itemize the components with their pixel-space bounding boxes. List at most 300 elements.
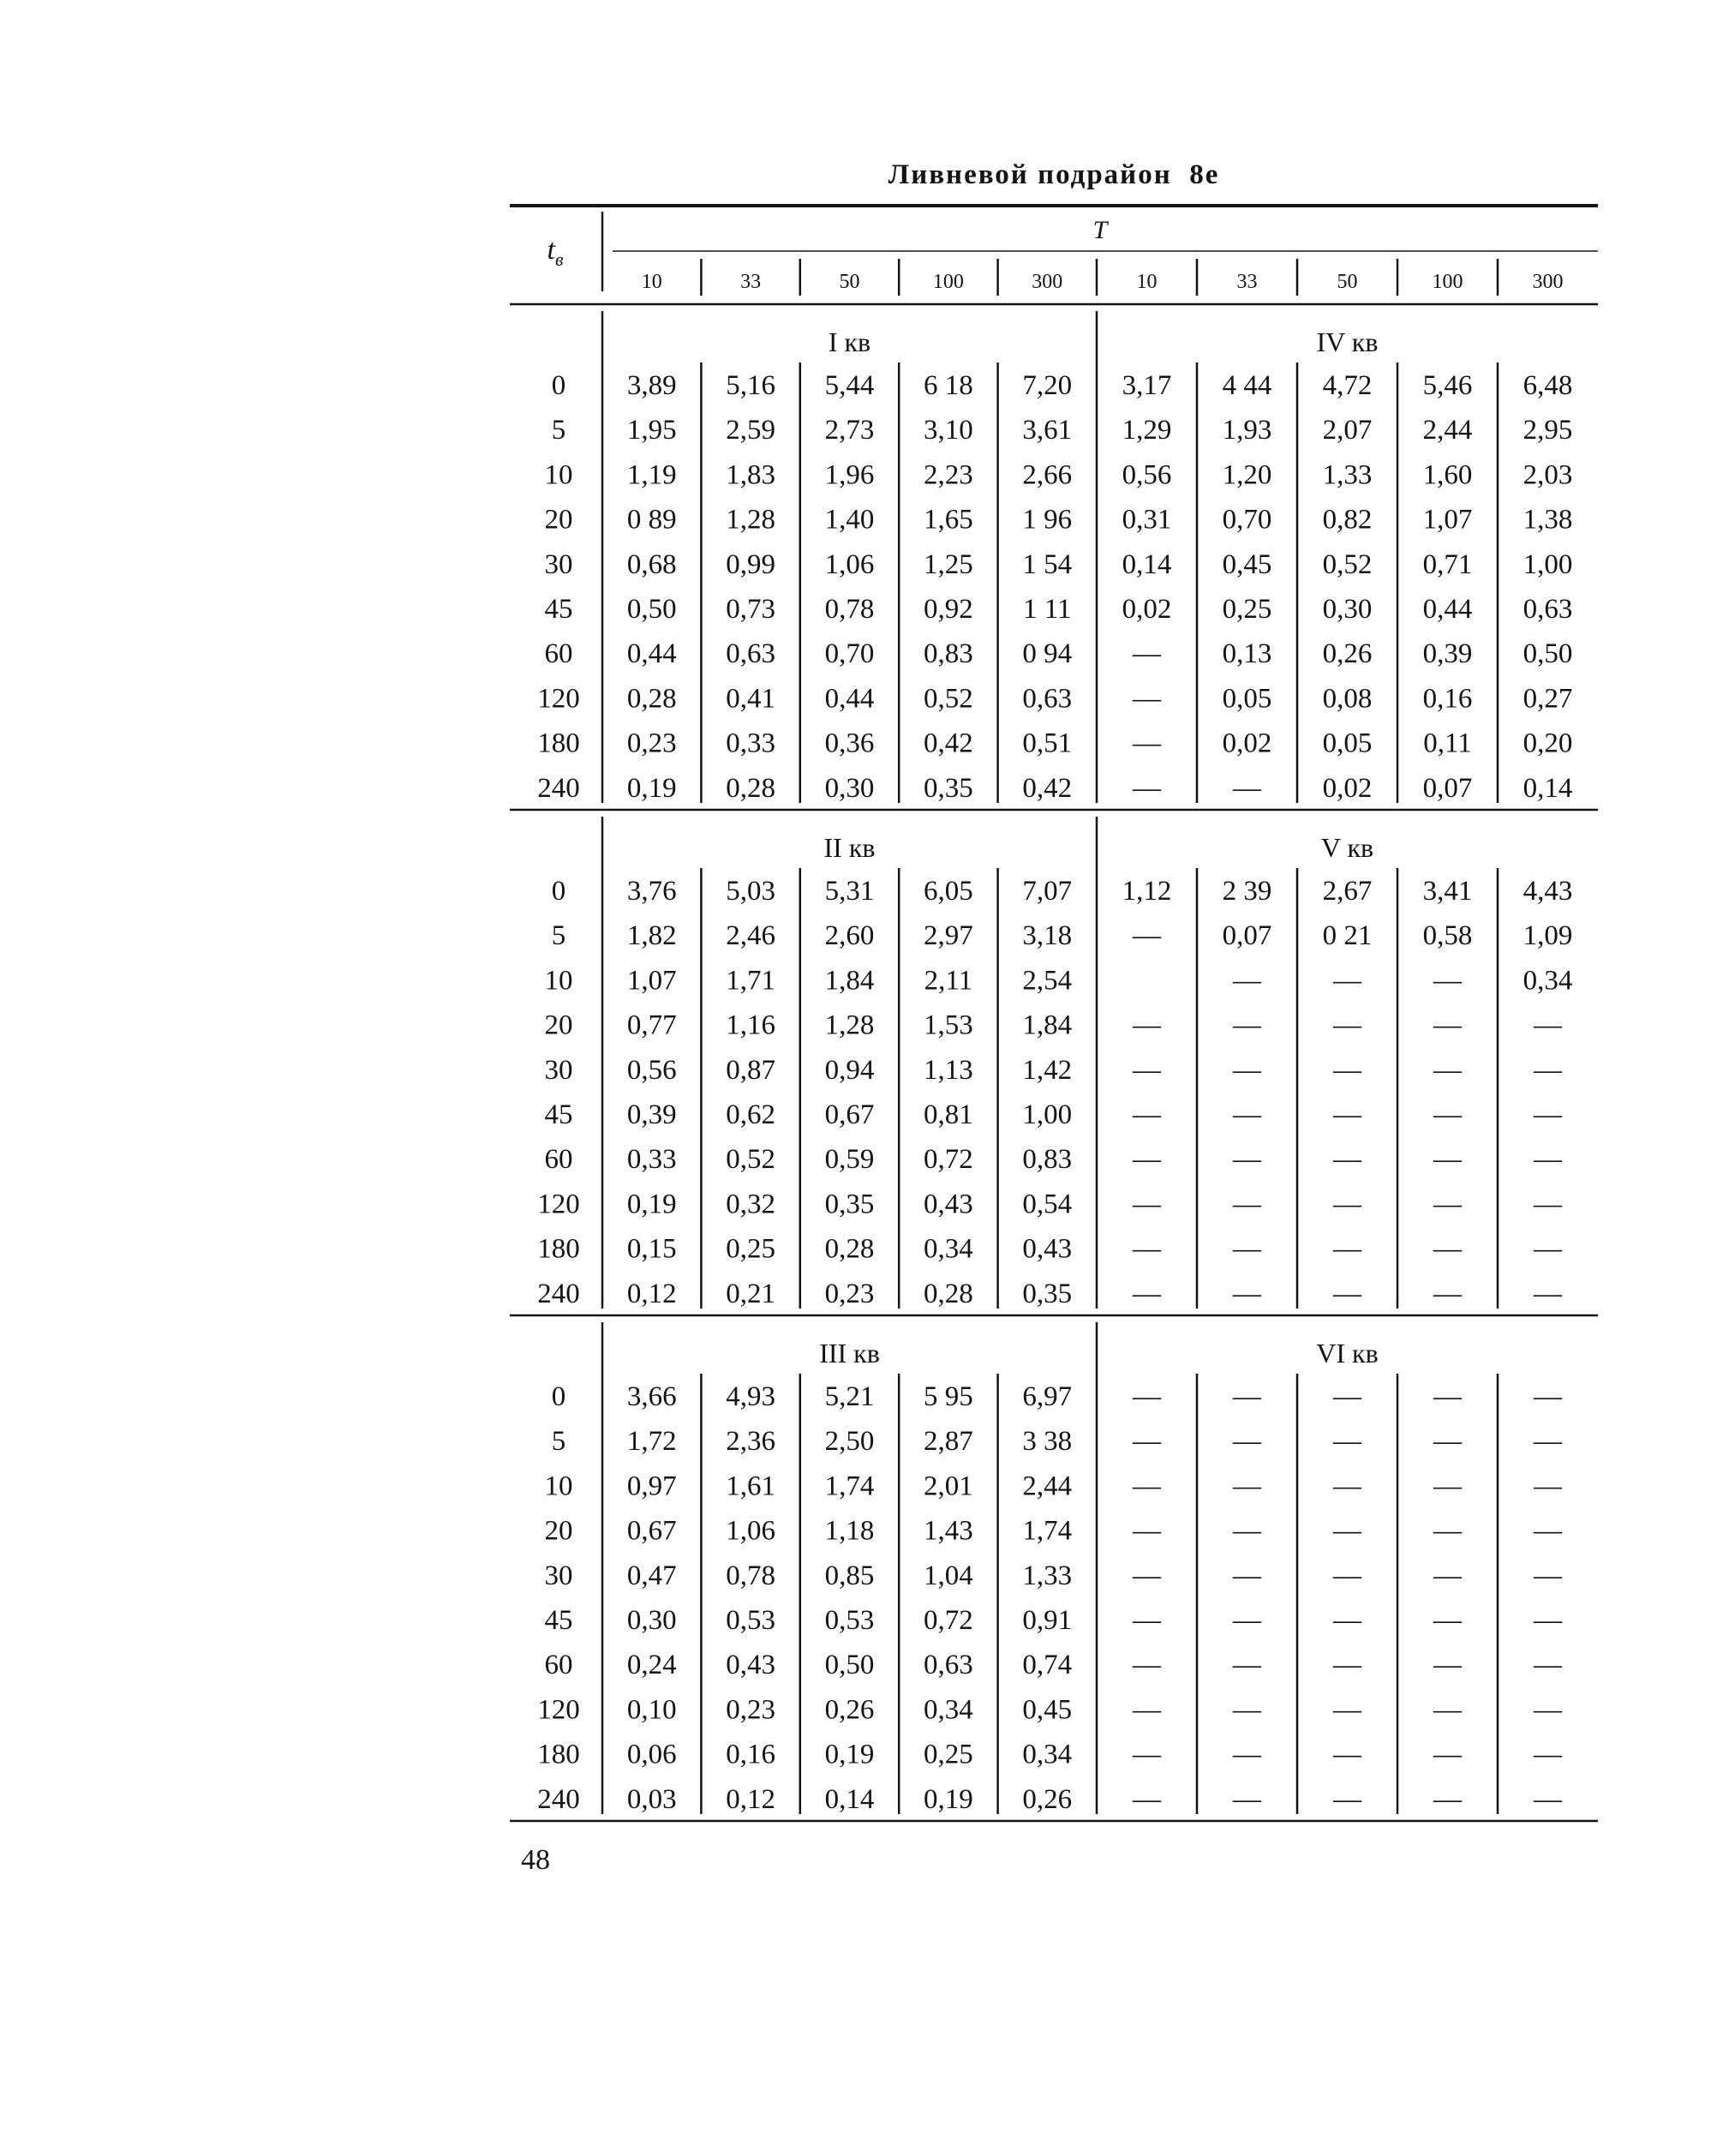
- table-cell: 2,73: [824, 415, 875, 446]
- table-cell: 0,50: [626, 594, 677, 625]
- row-tv-value: 60: [544, 638, 573, 670]
- section-label-right: VI кв: [1316, 1338, 1379, 1368]
- table-cell: 0,74: [1022, 1650, 1073, 1681]
- table-cell: —: [1133, 728, 1161, 759]
- table-cell: 0,63: [924, 1650, 973, 1681]
- table-cell: —: [1133, 1233, 1161, 1265]
- table-cell: —: [1433, 1783, 1462, 1815]
- table-cell: 0,27: [1523, 683, 1573, 715]
- table-cell: —: [1233, 1278, 1261, 1309]
- table-cell: 2,23: [924, 459, 973, 491]
- table-cell: 0,56: [626, 1054, 677, 1086]
- table-cell: 5,03: [726, 876, 775, 907]
- table-cell: 0,34: [1523, 965, 1573, 997]
- table-cell: 2,95: [1523, 415, 1573, 446]
- table-cell: 1 54: [1022, 548, 1073, 580]
- table-cell: —: [1333, 1381, 1361, 1412]
- row-tv-value: 180: [537, 728, 580, 759]
- table-cell: 2,11: [924, 965, 973, 997]
- table-cell: 1,71: [726, 965, 775, 997]
- table-cell: 0,47: [626, 1560, 677, 1591]
- table-cell: 0,78: [726, 1560, 775, 1591]
- table-cell: 0,23: [824, 1278, 875, 1309]
- table-cell: 0,30: [626, 1605, 677, 1636]
- table-cell: —: [1333, 1278, 1361, 1309]
- table-cell: 1,84: [1022, 1009, 1073, 1041]
- table-cell: 5,16: [726, 370, 775, 401]
- col-header-T-9: 300: [1532, 271, 1564, 293]
- table-cell: 0,12: [726, 1783, 775, 1815]
- table-cell: 0,08: [1322, 683, 1373, 715]
- table-cell: 1,04: [924, 1560, 973, 1591]
- col-header-T-1: 33: [740, 271, 762, 293]
- table-cell: —: [1133, 1189, 1161, 1220]
- table-cell: 0,45: [1222, 548, 1272, 580]
- table-cell: —: [1534, 1783, 1562, 1815]
- table-cell: 0,42: [1022, 772, 1073, 804]
- table-cell: —: [1233, 1560, 1261, 1591]
- table-cell: 2,67: [1322, 876, 1373, 907]
- table-cell: —: [1333, 1739, 1361, 1770]
- table-cell: 0,26: [1022, 1783, 1073, 1815]
- table-cell: 1,38: [1523, 504, 1573, 536]
- table-cell: —: [1233, 1783, 1261, 1815]
- table-cell: 0,52: [1322, 548, 1373, 580]
- row-tv-value: 30: [544, 1054, 573, 1086]
- table-cell: 0,44: [824, 683, 875, 715]
- table-cell: —: [1333, 1144, 1361, 1176]
- table-cell: 0,44: [626, 638, 677, 670]
- table-cell: —: [1133, 1278, 1161, 1309]
- table-cell: 1,12: [1122, 876, 1172, 907]
- table-cell: 0,28: [924, 1278, 973, 1309]
- table-cell: 0,77: [626, 1009, 677, 1041]
- table-cell: 2,87: [924, 1426, 973, 1458]
- table-cell: —: [1133, 1783, 1161, 1815]
- table-cell: 0,28: [626, 683, 677, 715]
- table-cell: —: [1534, 1381, 1562, 1412]
- table-cell: 1,84: [824, 965, 875, 997]
- table-cell: 1,19: [626, 459, 677, 491]
- table-cell: —: [1433, 1099, 1462, 1130]
- section-label-left: I кв: [828, 326, 871, 357]
- table-cell: —: [1133, 1426, 1161, 1458]
- table-cell: 0,33: [726, 728, 775, 759]
- table-cell: —: [1433, 1278, 1462, 1309]
- col-header-T-4: 300: [1032, 271, 1063, 293]
- table-cell: 0,24: [626, 1650, 677, 1681]
- table-cell: 0,67: [824, 1099, 875, 1130]
- table-cell: 0,35: [1022, 1278, 1073, 1309]
- table-cell: 0,23: [626, 728, 677, 759]
- table-cell: —: [1133, 772, 1161, 804]
- table-cell: 0,05: [1322, 728, 1373, 759]
- table-cell: 0,25: [1222, 594, 1272, 625]
- table-cell: 0,43: [924, 1189, 973, 1220]
- col-group-header: T: [1092, 216, 1108, 244]
- table-cell: —: [1333, 1009, 1361, 1041]
- table-cell: —: [1233, 1426, 1261, 1458]
- table-cell: 0,72: [924, 1605, 973, 1636]
- col-header-T-7: 50: [1337, 271, 1358, 293]
- table-cell: —: [1433, 1515, 1462, 1547]
- table-cell: 4,93: [726, 1381, 775, 1412]
- table-cell: 1,83: [726, 459, 775, 491]
- table-cell: —: [1534, 1233, 1562, 1265]
- table-cell: —: [1233, 1605, 1261, 1636]
- table-cell: —: [1534, 1426, 1562, 1458]
- table-cell: 6,48: [1523, 370, 1573, 401]
- table-cell: —: [1333, 965, 1361, 997]
- table-cell: —: [1233, 1739, 1261, 1770]
- table-cell: 0,19: [626, 772, 677, 804]
- table-cell: 0,87: [726, 1054, 775, 1086]
- table-cell: —: [1233, 1650, 1261, 1681]
- table-cell: —: [1233, 1009, 1261, 1041]
- table-cell: 0,85: [824, 1560, 875, 1591]
- table-cell: 1,00: [1022, 1099, 1073, 1130]
- row-tv-value: 30: [544, 548, 573, 580]
- table-cell: 2,36: [726, 1426, 775, 1458]
- row-tv-value: 0: [551, 876, 566, 907]
- table-cell: 0,03: [626, 1783, 677, 1815]
- row-tv-value: 10: [544, 1470, 573, 1502]
- table-cell: 0,34: [1022, 1739, 1073, 1770]
- table-cell: 0,35: [924, 772, 973, 804]
- table-cell: —: [1433, 1560, 1462, 1591]
- table-cell: 2,59: [726, 415, 775, 446]
- table-cell: 0,51: [1022, 728, 1073, 759]
- table-cell: —: [1433, 1189, 1462, 1220]
- table-cell: 1,28: [824, 1009, 875, 1041]
- table-cell: 0,10: [626, 1694, 677, 1726]
- table-cell: —: [1534, 1189, 1562, 1220]
- table-cell: 1,07: [626, 965, 677, 997]
- table-cell: 0,70: [824, 638, 875, 670]
- table-cell: —: [1433, 1739, 1462, 1770]
- table-cell: 0,19: [924, 1783, 973, 1815]
- table-cell: —: [1433, 1381, 1462, 1412]
- table-cell: 1,13: [924, 1054, 973, 1086]
- table-cell: 6 18: [924, 370, 973, 401]
- table-cell: 0,02: [1222, 728, 1272, 759]
- table-cell: —: [1534, 1694, 1562, 1726]
- table-cell: 0,02: [1122, 594, 1172, 625]
- col-header-T-0: 10: [641, 271, 662, 293]
- table-cell: —: [1534, 1515, 1562, 1547]
- table-cell: 0,11: [1423, 728, 1472, 759]
- table-cell: —: [1433, 1054, 1462, 1086]
- table-cell: 2,44: [1022, 1470, 1073, 1502]
- table-cell: 0,83: [1022, 1144, 1073, 1176]
- table-cell: 0,99: [726, 548, 775, 580]
- row-tv-value: 240: [537, 1783, 580, 1815]
- table-cell: 2,46: [726, 920, 775, 952]
- table-cell: 0,50: [1523, 638, 1573, 670]
- table-cell: 0,94: [824, 1054, 875, 1086]
- table-cell: 1,60: [1422, 459, 1473, 491]
- table-cell: 0,16: [1422, 683, 1473, 715]
- table-cell: —: [1433, 1233, 1462, 1265]
- col-header-T-2: 50: [839, 271, 860, 293]
- table-cell: —: [1233, 1054, 1261, 1086]
- table-cell: 3 38: [1022, 1426, 1073, 1458]
- table-cell: 5,44: [824, 370, 875, 401]
- table-cell: 0,81: [924, 1099, 973, 1130]
- table-cell: 0,28: [824, 1233, 875, 1265]
- table-cell: —: [1333, 1694, 1361, 1726]
- table-cell: 5 95: [924, 1381, 973, 1412]
- table-cell: —: [1333, 1099, 1361, 1130]
- table-cell: 0,73: [726, 594, 775, 625]
- table-cell: —: [1333, 1054, 1361, 1086]
- table-cell: —: [1433, 965, 1462, 997]
- table-cell: —: [1433, 1694, 1462, 1726]
- row-tv-value: 120: [537, 683, 580, 715]
- table-cell: —: [1534, 1605, 1562, 1636]
- table-cell: 0,71: [1422, 548, 1473, 580]
- table-cell: 0,13: [1222, 638, 1272, 670]
- table-cell: 1,65: [924, 504, 973, 536]
- table-cell: 1,28: [726, 504, 775, 536]
- row-tv-value: 5: [551, 415, 566, 446]
- table-cell: 2,44: [1422, 415, 1473, 446]
- table-title: Ливневой подрайон 8е: [888, 159, 1220, 190]
- table-cell: 0,26: [1322, 638, 1373, 670]
- table-cell: 4,72: [1322, 370, 1373, 401]
- table-cell: —: [1534, 1650, 1562, 1681]
- table-cell: 0,91: [1022, 1605, 1073, 1636]
- row-tv-value: 20: [544, 504, 573, 536]
- row-header-subscript: в: [554, 249, 564, 270]
- table-cell: —: [1534, 1278, 1562, 1309]
- table-cell: —: [1433, 1009, 1462, 1041]
- table-cell: 6,97: [1022, 1381, 1073, 1412]
- table-cell: 1,95: [626, 415, 677, 446]
- table-cell: 0,33: [626, 1144, 677, 1176]
- table-cell: 0,83: [924, 638, 973, 670]
- table-cell: 5,31: [824, 876, 875, 907]
- table-cell: 0,63: [1022, 683, 1073, 715]
- row-tv-value: 60: [544, 1650, 573, 1681]
- table-cell: —: [1133, 1650, 1161, 1681]
- table-cell: 3,10: [924, 415, 973, 446]
- table-cell: 0,16: [726, 1739, 775, 1770]
- table-cell: —: [1433, 1426, 1462, 1458]
- table-cell: 0,12: [626, 1278, 677, 1309]
- table-cell: —: [1534, 1099, 1562, 1130]
- table-cell: —: [1233, 1470, 1261, 1502]
- row-tv-value: 240: [537, 1278, 580, 1309]
- table-cell: 0,41: [726, 683, 775, 715]
- table-cell: —: [1133, 1515, 1161, 1547]
- table-cell: 2,60: [824, 920, 875, 952]
- table-cell: 2 39: [1222, 876, 1272, 907]
- table-cell: 0,44: [1422, 594, 1473, 625]
- row-tv-value: 20: [544, 1009, 573, 1041]
- row-header-t: t: [547, 234, 555, 266]
- row-tv-value: 180: [537, 1739, 580, 1770]
- table-cell: —: [1133, 1381, 1161, 1412]
- table-cell: 0,63: [1523, 594, 1573, 625]
- table-cell: —: [1333, 1605, 1361, 1636]
- row-tv-value: 45: [544, 594, 573, 625]
- table-cell: 1,07: [1422, 504, 1473, 536]
- table-cell: —: [1333, 1426, 1361, 1458]
- table-cell: 1,06: [824, 548, 875, 580]
- col-header-T-3: 100: [932, 271, 964, 293]
- table-cell: —: [1133, 1605, 1161, 1636]
- row-tv-value: 45: [544, 1605, 573, 1636]
- table-cell: 0,62: [726, 1099, 775, 1130]
- col-header-T-5: 10: [1136, 271, 1158, 293]
- table-cell: —: [1233, 965, 1261, 997]
- table-cell: 0,06: [626, 1739, 677, 1770]
- table-cell: 1 11: [1023, 594, 1072, 625]
- table-cell: 4,43: [1523, 876, 1573, 907]
- table-cell: 0,72: [924, 1144, 973, 1176]
- table-cell: 2,03: [1523, 459, 1573, 491]
- table-cell: 0,42: [924, 728, 973, 759]
- row-tv-value: 10: [544, 459, 573, 491]
- table-cell: 1,20: [1222, 459, 1272, 491]
- table-cell: 6,05: [924, 876, 973, 907]
- table-cell: 1,93: [1222, 415, 1272, 446]
- table-cell: 0,78: [824, 594, 875, 625]
- table-cell: 0,23: [726, 1694, 775, 1726]
- table-cell: —: [1534, 1560, 1562, 1591]
- table-cell: —: [1534, 1009, 1562, 1041]
- table-cell: 0,82: [1322, 504, 1373, 536]
- table-cell: —: [1233, 1694, 1261, 1726]
- table-cell: 1,09: [1523, 920, 1573, 952]
- table-cell: 0,15: [626, 1233, 677, 1265]
- table-cell: 0,59: [824, 1144, 875, 1176]
- table-cell: 0,97: [626, 1470, 677, 1502]
- row-tv-value: 0: [551, 370, 566, 401]
- table-cell: 1,61: [726, 1470, 775, 1502]
- table-cell: —: [1534, 1739, 1562, 1770]
- table-cell: 0,21: [726, 1278, 775, 1309]
- table-cell: 0,35: [824, 1189, 875, 1220]
- table-cell: 1,74: [1022, 1515, 1073, 1547]
- row-tv-value: 60: [544, 1144, 573, 1176]
- table-cell: 0,26: [824, 1694, 875, 1726]
- table-cell: 1,18: [824, 1515, 875, 1547]
- table-cell: 0,25: [924, 1739, 973, 1770]
- table-cell: 0,36: [824, 728, 875, 759]
- table-cell: —: [1133, 1470, 1161, 1502]
- table-cell: 0,14: [824, 1783, 875, 1815]
- row-tv-value: 30: [544, 1560, 573, 1591]
- table-cell: —: [1333, 1233, 1361, 1265]
- table-cell: 0,54: [1022, 1189, 1073, 1220]
- table-cell: 3,61: [1022, 415, 1073, 446]
- table-cell: —: [1133, 1144, 1161, 1176]
- table-cell: —: [1534, 1054, 1562, 1086]
- table-cell: 1,96: [824, 459, 875, 491]
- table-cell: —: [1233, 1144, 1261, 1176]
- row-tv-value: 5: [551, 920, 566, 952]
- table-cell: —: [1333, 1515, 1361, 1547]
- table-cell: 1,42: [1022, 1054, 1073, 1086]
- row-tv-value: 45: [544, 1099, 573, 1130]
- table-cell: 1,16: [726, 1009, 775, 1041]
- table-cell: 0,43: [1022, 1233, 1073, 1265]
- table-cell: 1,53: [924, 1009, 973, 1041]
- table-cell: 0,05: [1222, 683, 1272, 715]
- table-cell: 2,66: [1022, 459, 1073, 491]
- table-cell: 0,52: [924, 683, 973, 715]
- table-cell: 0,92: [924, 594, 973, 625]
- table-cell: 1,82: [626, 920, 677, 952]
- table-cell: 2,50: [824, 1426, 875, 1458]
- table-cell: 0,07: [1422, 772, 1473, 804]
- table-cell: —: [1333, 1560, 1361, 1591]
- table-cell: 7,20: [1022, 370, 1073, 401]
- table-cell: —: [1433, 1650, 1462, 1681]
- table-cell: 7,07: [1022, 876, 1073, 907]
- table-cell: 0,68: [626, 548, 677, 580]
- table-cell: 0,20: [1523, 728, 1573, 759]
- table-cell: 0,02: [1322, 772, 1373, 804]
- table-cell: 0,63: [726, 638, 775, 670]
- col-header-T-8: 100: [1432, 271, 1463, 293]
- table-cell: 0,50: [824, 1650, 875, 1681]
- table-cell: 3,89: [626, 370, 677, 401]
- table-cell: —: [1534, 1144, 1562, 1176]
- table-cell: —: [1433, 1605, 1462, 1636]
- table-cell: 0 21: [1322, 920, 1373, 952]
- table-cell: 0,19: [626, 1189, 677, 1220]
- table-cell: 0,34: [924, 1233, 973, 1265]
- table-cell: —: [1433, 1144, 1462, 1176]
- table-cell: 1 96: [1022, 504, 1073, 536]
- table-cell: 1,74: [824, 1470, 875, 1502]
- table-cell: —: [1433, 1470, 1462, 1502]
- table-cell: 0,32: [726, 1189, 775, 1220]
- table-cell: —: [1233, 1189, 1261, 1220]
- table-cell: 0,31: [1122, 504, 1172, 536]
- table-cell: 4 44: [1222, 370, 1272, 401]
- table-cell: —: [1133, 1560, 1161, 1591]
- table-cell: —: [1233, 1099, 1261, 1130]
- row-tv-value: 5: [551, 1426, 566, 1458]
- table-cell: 0,45: [1022, 1694, 1073, 1726]
- row-tv-value: 120: [537, 1694, 580, 1726]
- table-cell: 0,43: [726, 1650, 775, 1681]
- row-tv-value: 180: [537, 1233, 580, 1265]
- table-cell: 0,30: [1322, 594, 1373, 625]
- section-label-left: III кв: [819, 1338, 880, 1368]
- table-cell: 2,01: [924, 1470, 973, 1502]
- table-cell: 0,07: [1222, 920, 1272, 952]
- table-cell: 0 89: [626, 504, 677, 536]
- table-cell: —: [1233, 772, 1261, 804]
- table-cell: —: [1133, 683, 1161, 715]
- table-cell: 1,06: [726, 1515, 775, 1547]
- row-tv-value: 20: [544, 1515, 573, 1547]
- table-cell: 1,72: [626, 1426, 677, 1458]
- table-cell: —: [1133, 1009, 1161, 1041]
- table-cell: 2,07: [1322, 415, 1373, 446]
- table-cell: 3,18: [1022, 920, 1073, 952]
- table-cell: 0,67: [626, 1515, 677, 1547]
- table-cell: —: [1133, 1099, 1161, 1130]
- row-tv-value: 10: [544, 965, 573, 997]
- table-cell: 0,70: [1222, 504, 1272, 536]
- page-number: 48: [521, 1844, 550, 1876]
